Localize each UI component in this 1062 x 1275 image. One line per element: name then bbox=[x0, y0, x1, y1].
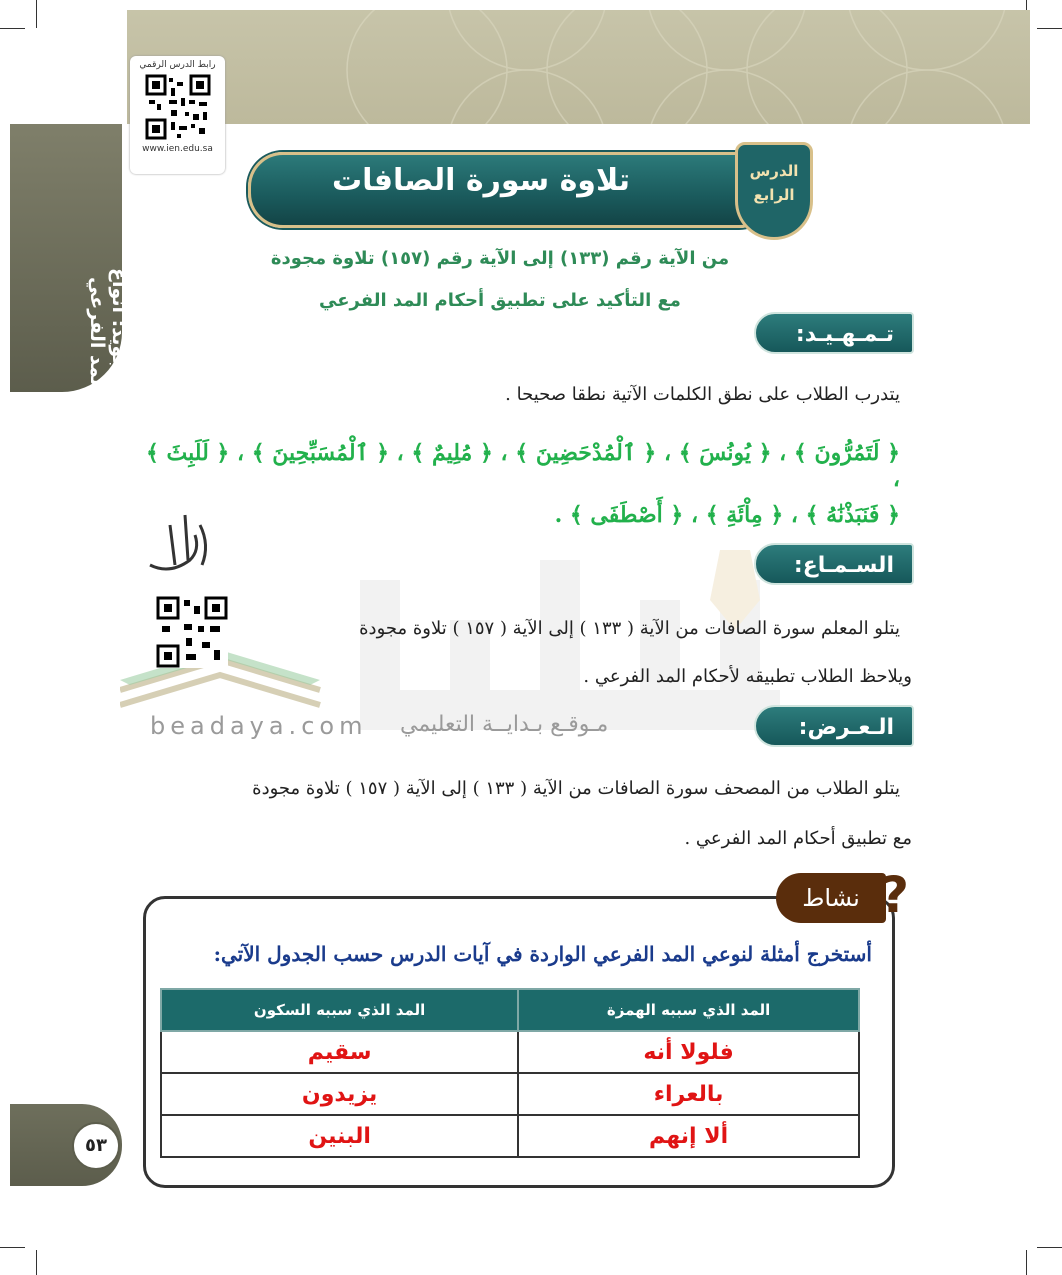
col-header-sukoon: المد الذي سببه السكون bbox=[161, 989, 518, 1031]
table-cell: يزيدون bbox=[161, 1073, 518, 1115]
objective-line2: مع التأكيد على تطبيق أحكام المد الفرعي bbox=[319, 290, 681, 311]
audio-qr-code[interactable] bbox=[156, 596, 228, 668]
table-row bbox=[161, 1073, 859, 1115]
section-intro-tab: تـمـهـيـد: bbox=[754, 312, 914, 354]
lesson-title: تلاوة سورة الصافات bbox=[331, 163, 630, 198]
listening-line1: يتلو المعلم سورة الصافات من الآية ( ١٣٣ ) إلى الآية ( ١٥٧ ) تلاوة مجودة bbox=[359, 618, 900, 639]
activity-tab: نشاط bbox=[776, 873, 886, 923]
qr-code-icon bbox=[156, 596, 228, 668]
table-row bbox=[161, 1115, 859, 1157]
quran-words-line2: ﴿ فَنَبَذْنَٰهُ ﴾ ، ﴿ مِاْئَةِ ﴾ ، ﴿ أَصْطَفَى ﴾ . bbox=[554, 502, 900, 528]
qr-label: رابط الدرس الرقمي bbox=[139, 60, 216, 70]
lesson-tag-line2: الرابع bbox=[753, 186, 795, 204]
presentation-line2: مع تطبيق أحكام المد الفرعي . bbox=[684, 828, 912, 849]
question-mark-icon: ? bbox=[880, 866, 910, 924]
pattern-decoration bbox=[127, 10, 1030, 124]
col-header-hamza: المد الذي سببه الهمزة bbox=[518, 989, 859, 1031]
qr-code-icon bbox=[145, 74, 211, 140]
side-band bbox=[10, 124, 130, 392]
unit-title: التجويد: أنواع المد الفرعي bbox=[86, 267, 130, 392]
section-listening-tab: السـمـاع: bbox=[754, 543, 914, 585]
page-number: ٥٣ bbox=[72, 1122, 120, 1170]
lesson-tag-line1: الدرس bbox=[749, 162, 799, 180]
presentation-line1: يتلو الطلاب من المصحف سورة الصافات من الآية ( ١٣٣ ) إلى الآية ( ١٥٧ ) تلاوة مجودة bbox=[252, 778, 900, 799]
activity-table bbox=[160, 988, 860, 1158]
lesson-title-banner bbox=[248, 152, 774, 228]
section-presentation-tab: الـعـرض: bbox=[754, 705, 914, 747]
table-cell: ألا إنهم bbox=[518, 1115, 859, 1157]
recitation-calligraphy-icon bbox=[140, 505, 220, 585]
objective-line1: من الآية رقم (١٣٣) إلى الآية رقم (١٥٧) تلاوة مجودة bbox=[270, 248, 730, 269]
table-cell: فلولا أنه bbox=[518, 1031, 859, 1073]
table-cell: بالعراء bbox=[518, 1073, 859, 1115]
watermark-arabic: مـوقـع بـدايــة التعليمي bbox=[400, 712, 609, 737]
header-band bbox=[127, 10, 1030, 124]
qr-url: www.ien.edu.sa bbox=[142, 144, 213, 154]
watermark-site: beadaya.com bbox=[150, 712, 368, 740]
quran-words-line1: ﴿ لَتَمُرُّونَ ﴾ ، ﴿ يُونُسَ ﴾ ، ﴿ ٱلْمُدْحَضِينَ ﴾ ، ﴿ مُلِيمٌ ﴾ ، ﴿ ٱلْمُسَبِّحِينَ ﴾ ، ﴿ لَلَبِثَ ﴾ ، bbox=[146, 440, 900, 492]
activity-question: أستخرج أمثلة لنوعي المد الفرعي الواردة في آيات الدرس حسب الجدول الآتي: bbox=[213, 942, 872, 966]
intro-text: يتدرب الطلاب على نطق الكلمات الآتية نطقا صحيحا . bbox=[505, 384, 900, 405]
lesson-number-tag bbox=[735, 142, 813, 240]
listening-line2: ويلاحظ الطلاب تطبيقه لأحكام المد الفرعي . bbox=[583, 666, 912, 687]
table-cell: سقيم bbox=[161, 1031, 518, 1073]
digital-lesson-qr[interactable] bbox=[130, 56, 225, 174]
table-row bbox=[161, 1031, 859, 1073]
table-cell: البنين bbox=[161, 1115, 518, 1157]
